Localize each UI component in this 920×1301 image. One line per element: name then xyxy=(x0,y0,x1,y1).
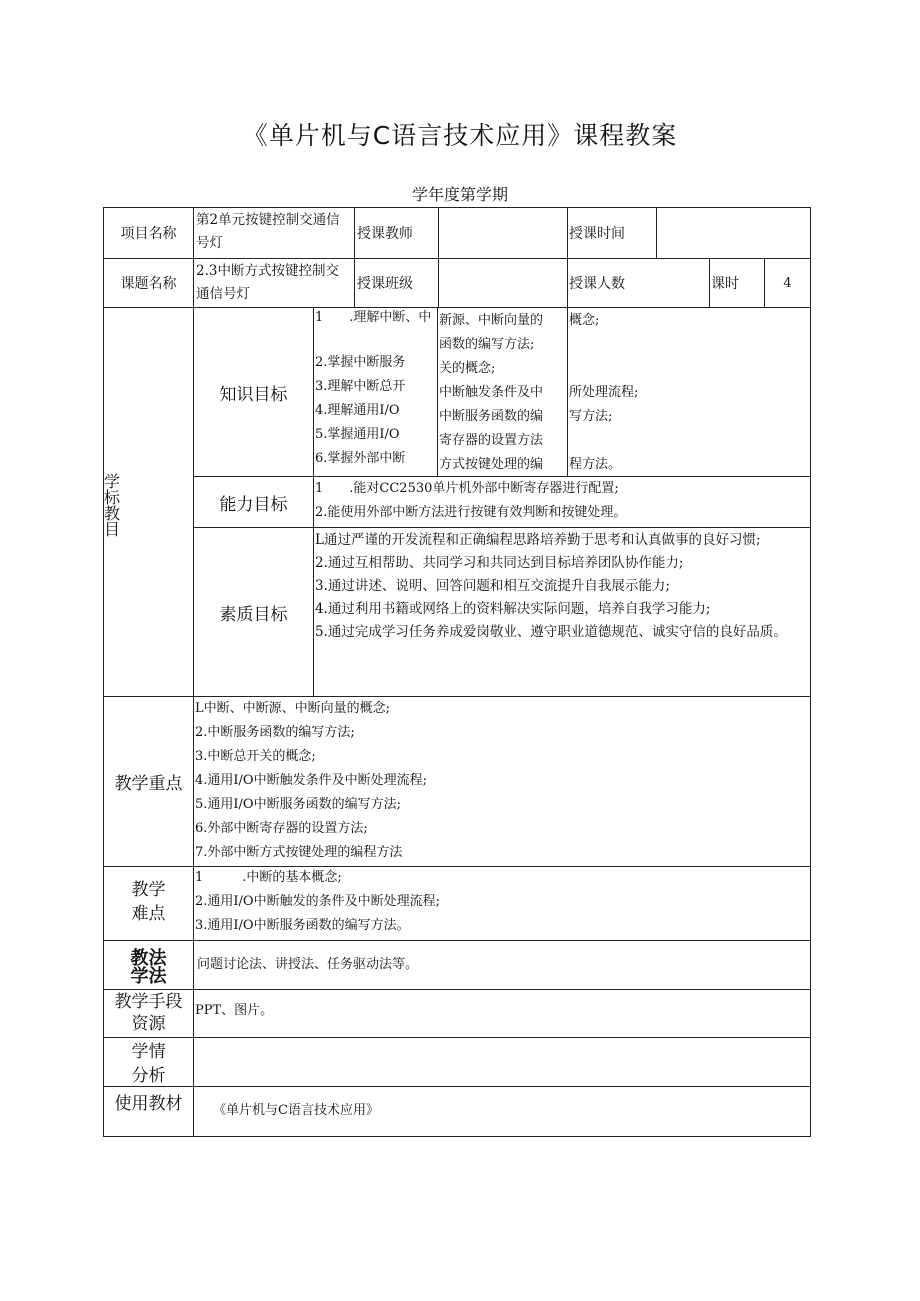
knowledge-item: 方式按键处理的编 xyxy=(439,457,544,472)
knowledge-item: 函数的编写方法; xyxy=(439,337,535,352)
knowledge-item: 2.掌握中断服务 xyxy=(315,355,406,370)
difficulty-item: 1 .中断的基本概念; xyxy=(195,870,342,885)
knowledge-item xyxy=(569,333,809,357)
textbook-label: 使用教材 xyxy=(114,1094,183,1114)
key-point-item: 4.通用I/O中断触发条件及中断处理流程; xyxy=(195,773,427,788)
difficulty-item: 2.通用I/O中断触发的条件及中断处理流程; xyxy=(195,894,440,909)
key-point-item: 6.外部中断寄存器的设置方法; xyxy=(195,821,368,836)
difficulty-item: 3.通用I/O中断服务函数的编写方法。 xyxy=(195,918,410,933)
knowledge-objectives-col3 xyxy=(569,309,809,476)
key-points-label: 教学重点 xyxy=(114,774,183,794)
difficulties-label-line2: 难点 xyxy=(131,904,166,924)
analysis-label-line2: 分析 xyxy=(131,1066,166,1086)
class-value xyxy=(439,259,567,307)
difficulties-list xyxy=(195,866,809,940)
topic-label: 课题名称 xyxy=(120,276,177,292)
teacher-label: 授课教师 xyxy=(357,226,413,242)
quality-item: 4.通过利用书籍或网络上的资料解决实际问题，培养自我学习能力; xyxy=(315,601,711,617)
document-title: 《单片机与C语言技术应用》课程教案 xyxy=(242,121,678,150)
ability-objectives-label: 能力目标 xyxy=(219,494,288,515)
time-value xyxy=(657,208,810,258)
knowledge-item: 寄存器的设置方法 xyxy=(439,433,544,448)
knowledge-item xyxy=(569,429,809,453)
time-label: 授课时间 xyxy=(569,226,625,242)
document-subtitle: 学年度第学期 xyxy=(411,185,508,204)
quality-item: 2.通过互相帮助、共同学习和共同达到目标培养团队协作能力; xyxy=(315,555,684,571)
knowledge-item: 程方法。 xyxy=(569,457,622,472)
resources-label xyxy=(104,991,193,1035)
resources-label-line2: 资源 xyxy=(131,1014,166,1034)
knowledge-objectives-col2 xyxy=(439,309,567,476)
knowledge-item: 1 .理解中断、中 xyxy=(315,310,432,325)
methods-label xyxy=(104,950,193,986)
analysis-label xyxy=(104,1040,193,1088)
difficulties-label xyxy=(104,878,193,926)
key-points-list xyxy=(195,697,809,865)
knowledge-item: 新源、中断向量的 xyxy=(439,313,544,328)
knowledge-item: 3.理解中断总开 xyxy=(315,379,406,394)
people-label: 授课人数 xyxy=(569,276,625,292)
key-point-item: 3.中断总开关的概念; xyxy=(195,749,316,764)
knowledge-item: 关的概念; xyxy=(439,361,496,376)
methods-label-line1: 教法 xyxy=(130,948,167,969)
key-point-item: 5.通用I/O中断服务函数的编写方法; xyxy=(195,797,401,812)
quality-objectives-label: 素质目标 xyxy=(219,604,288,625)
class-label: 授课班级 xyxy=(357,276,413,292)
ability-item: 1 .能对CC2530单片机外部中断寄存器进行配置; xyxy=(315,481,619,496)
difficulties-label-line1: 教学 xyxy=(131,880,166,900)
people-value xyxy=(657,259,709,307)
knowledge-objectives-label: 知识目标 xyxy=(219,384,288,405)
ability-objectives-list xyxy=(315,477,809,527)
textbook-value: 《单片机与C语言技术应用》 xyxy=(213,1103,379,1118)
analysis-label-line1: 学情 xyxy=(131,1042,166,1062)
knowledge-objectives-col1 xyxy=(315,309,437,476)
methods-label-line2: 学法 xyxy=(130,966,167,987)
resources-label-line1: 教学手段 xyxy=(114,992,183,1012)
knowledge-item: 4.理解通用I/O xyxy=(315,403,400,418)
methods-value: 问题讨论法、讲授法、任务驱动法等。 xyxy=(197,957,419,972)
quality-item: L通过严谨的开发流程和正确编程思路培养勤于思考和认真做事的良好习惯; xyxy=(315,532,761,548)
ability-item: 2.能使用外部中断方法进行按键有效判断和按键处理。 xyxy=(315,505,627,520)
project-name-value: 第2单元按键控制交通信号灯 xyxy=(196,212,340,251)
quality-item: 5.通过完成学习任务养成爱岗敬业、遵守职业道德规范、诚实守信的良好品质。 xyxy=(315,624,787,640)
key-point-item: L中断、中断源、中断向量的概念; xyxy=(195,701,391,716)
knowledge-item xyxy=(569,357,809,381)
hours-value: 4 xyxy=(783,275,792,291)
knowledge-item: 中断服务函数的编 xyxy=(439,409,544,424)
hours-label: 课时 xyxy=(711,276,739,292)
knowledge-item: 概念; xyxy=(569,313,600,328)
objectives-section-label: 学标教目 xyxy=(104,472,121,539)
topic-value: 2.3中断方式按键控制交通信号灯 xyxy=(196,263,339,302)
teacher-value xyxy=(439,208,567,258)
project-name-label: 项目名称 xyxy=(120,226,177,242)
knowledge-item: 所处理流程; xyxy=(569,385,639,400)
knowledge-item: 中断触发条件及中 xyxy=(439,385,544,400)
quality-item: 3.通过讲述、说明、回答问题和相互交流提升自我展示能力; xyxy=(315,578,670,594)
knowledge-item: 6.掌握外部中断 xyxy=(315,451,406,466)
key-point-item: 7.外部中断方式按键处理的编程方法 xyxy=(195,845,403,860)
knowledge-item: 5.掌握通用I/O xyxy=(315,427,400,442)
knowledge-item: 写方法; xyxy=(569,409,613,424)
quality-objectives-list xyxy=(315,529,809,695)
resources-value: PPT、图片。 xyxy=(195,1003,274,1018)
key-point-item: 2.中断服务函数的编写方法; xyxy=(195,725,355,740)
